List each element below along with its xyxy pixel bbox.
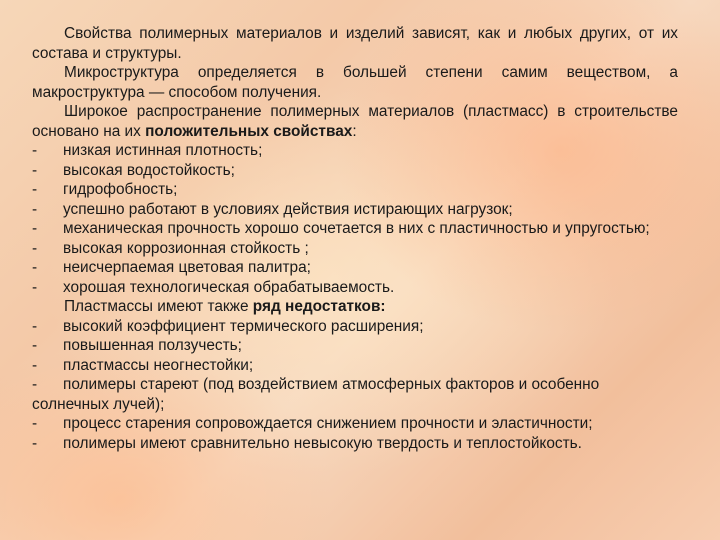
- disadvantages-intro-bold: ряд недостатков:: [252, 298, 386, 315]
- list-item-text: полимеры имеют сравнительно невысокую твердость и теплостойкость.: [63, 434, 582, 452]
- list-dash: -: [32, 142, 38, 159]
- list-item: [32, 239, 678, 259]
- paragraph-disadvantages-intro: [32, 297, 678, 317]
- list-item-text: высокая коррозионная стойкость ;: [63, 239, 309, 257]
- list-item-text: высокий коэффициент термического расширения;: [63, 317, 424, 335]
- list-dash: -: [32, 317, 38, 335]
- list-dash: -: [32, 239, 38, 257]
- list-dash: -: [32, 181, 38, 198]
- paragraph-structure-text: Микроструктура определяется в большей степени самим веществом, а макроструктура — способом получения.: [32, 64, 678, 101]
- list-item-text: механическая прочность хорошо сочетается в них с пластичностью и упругостью;: [63, 220, 650, 237]
- paragraph-composition: [32, 24, 678, 63]
- list-dash: -: [32, 415, 38, 432]
- list-item-text: хорошая технологическая обрабатываемость.: [63, 278, 395, 296]
- advantages-list: [32, 141, 678, 297]
- list-item: [32, 317, 678, 337]
- paragraph-composition-text: Свойства полимерных материалов и изделий зависят, как и любых других, от их состава и структуры.: [32, 25, 678, 62]
- list-dash: -: [32, 434, 38, 452]
- list-dash: -: [32, 356, 38, 374]
- paragraph-advantages-intro: [32, 102, 678, 141]
- list-dash: -: [32, 278, 38, 296]
- list-item: [32, 258, 678, 278]
- list-item: [32, 414, 678, 434]
- disadvantages-list: [32, 317, 678, 454]
- list-item-text: повышенная ползучесть;: [63, 337, 242, 354]
- list-dash: -: [32, 259, 38, 276]
- list-dash: -: [32, 220, 38, 237]
- list-dash: -: [32, 200, 38, 218]
- advantages-intro-tail: :: [352, 122, 357, 140]
- disadvantages-intro-lead: Пластмассы имеют также: [64, 298, 253, 315]
- list-item-text: пластмассы неогнестойки;: [63, 356, 254, 374]
- list-item-text: гидрофобность;: [63, 181, 178, 198]
- list-item: [32, 200, 678, 220]
- list-item-text: низкая истинная плотность;: [63, 142, 263, 159]
- list-item: [32, 161, 678, 181]
- list-item: [32, 219, 678, 239]
- list-dash: -: [32, 161, 38, 179]
- slide-text-block: [32, 24, 678, 453]
- list-item: [32, 356, 678, 376]
- list-item: [32, 336, 678, 356]
- list-item: [32, 141, 678, 161]
- list-item: [32, 278, 678, 298]
- list-item-text: процесс старения сопровождается снижением прочности и эластичности;: [63, 415, 593, 432]
- paragraph-structure: [32, 63, 678, 102]
- list-item: [32, 375, 678, 414]
- list-item-text: успешно работают в условиях действия истирающих нагрузок;: [63, 200, 513, 218]
- advantages-intro-lead: Широкое распространение полимерных материалов (пластмасс) в строительстве основано на их: [32, 103, 678, 140]
- list-item: [32, 434, 678, 454]
- advantages-intro-bold: положительных свойствах: [145, 122, 353, 140]
- list-dash: -: [32, 337, 38, 354]
- list-item-text: неисчерпаемая цветовая палитра;: [63, 259, 311, 276]
- list-dash: -: [32, 376, 38, 393]
- list-item-text: полимеры стареют (под воздействием атмосферных факторов и особенно солнечных лучей);: [32, 376, 600, 413]
- list-item-text: высокая водостойкость;: [63, 161, 235, 179]
- list-item: [32, 180, 678, 200]
